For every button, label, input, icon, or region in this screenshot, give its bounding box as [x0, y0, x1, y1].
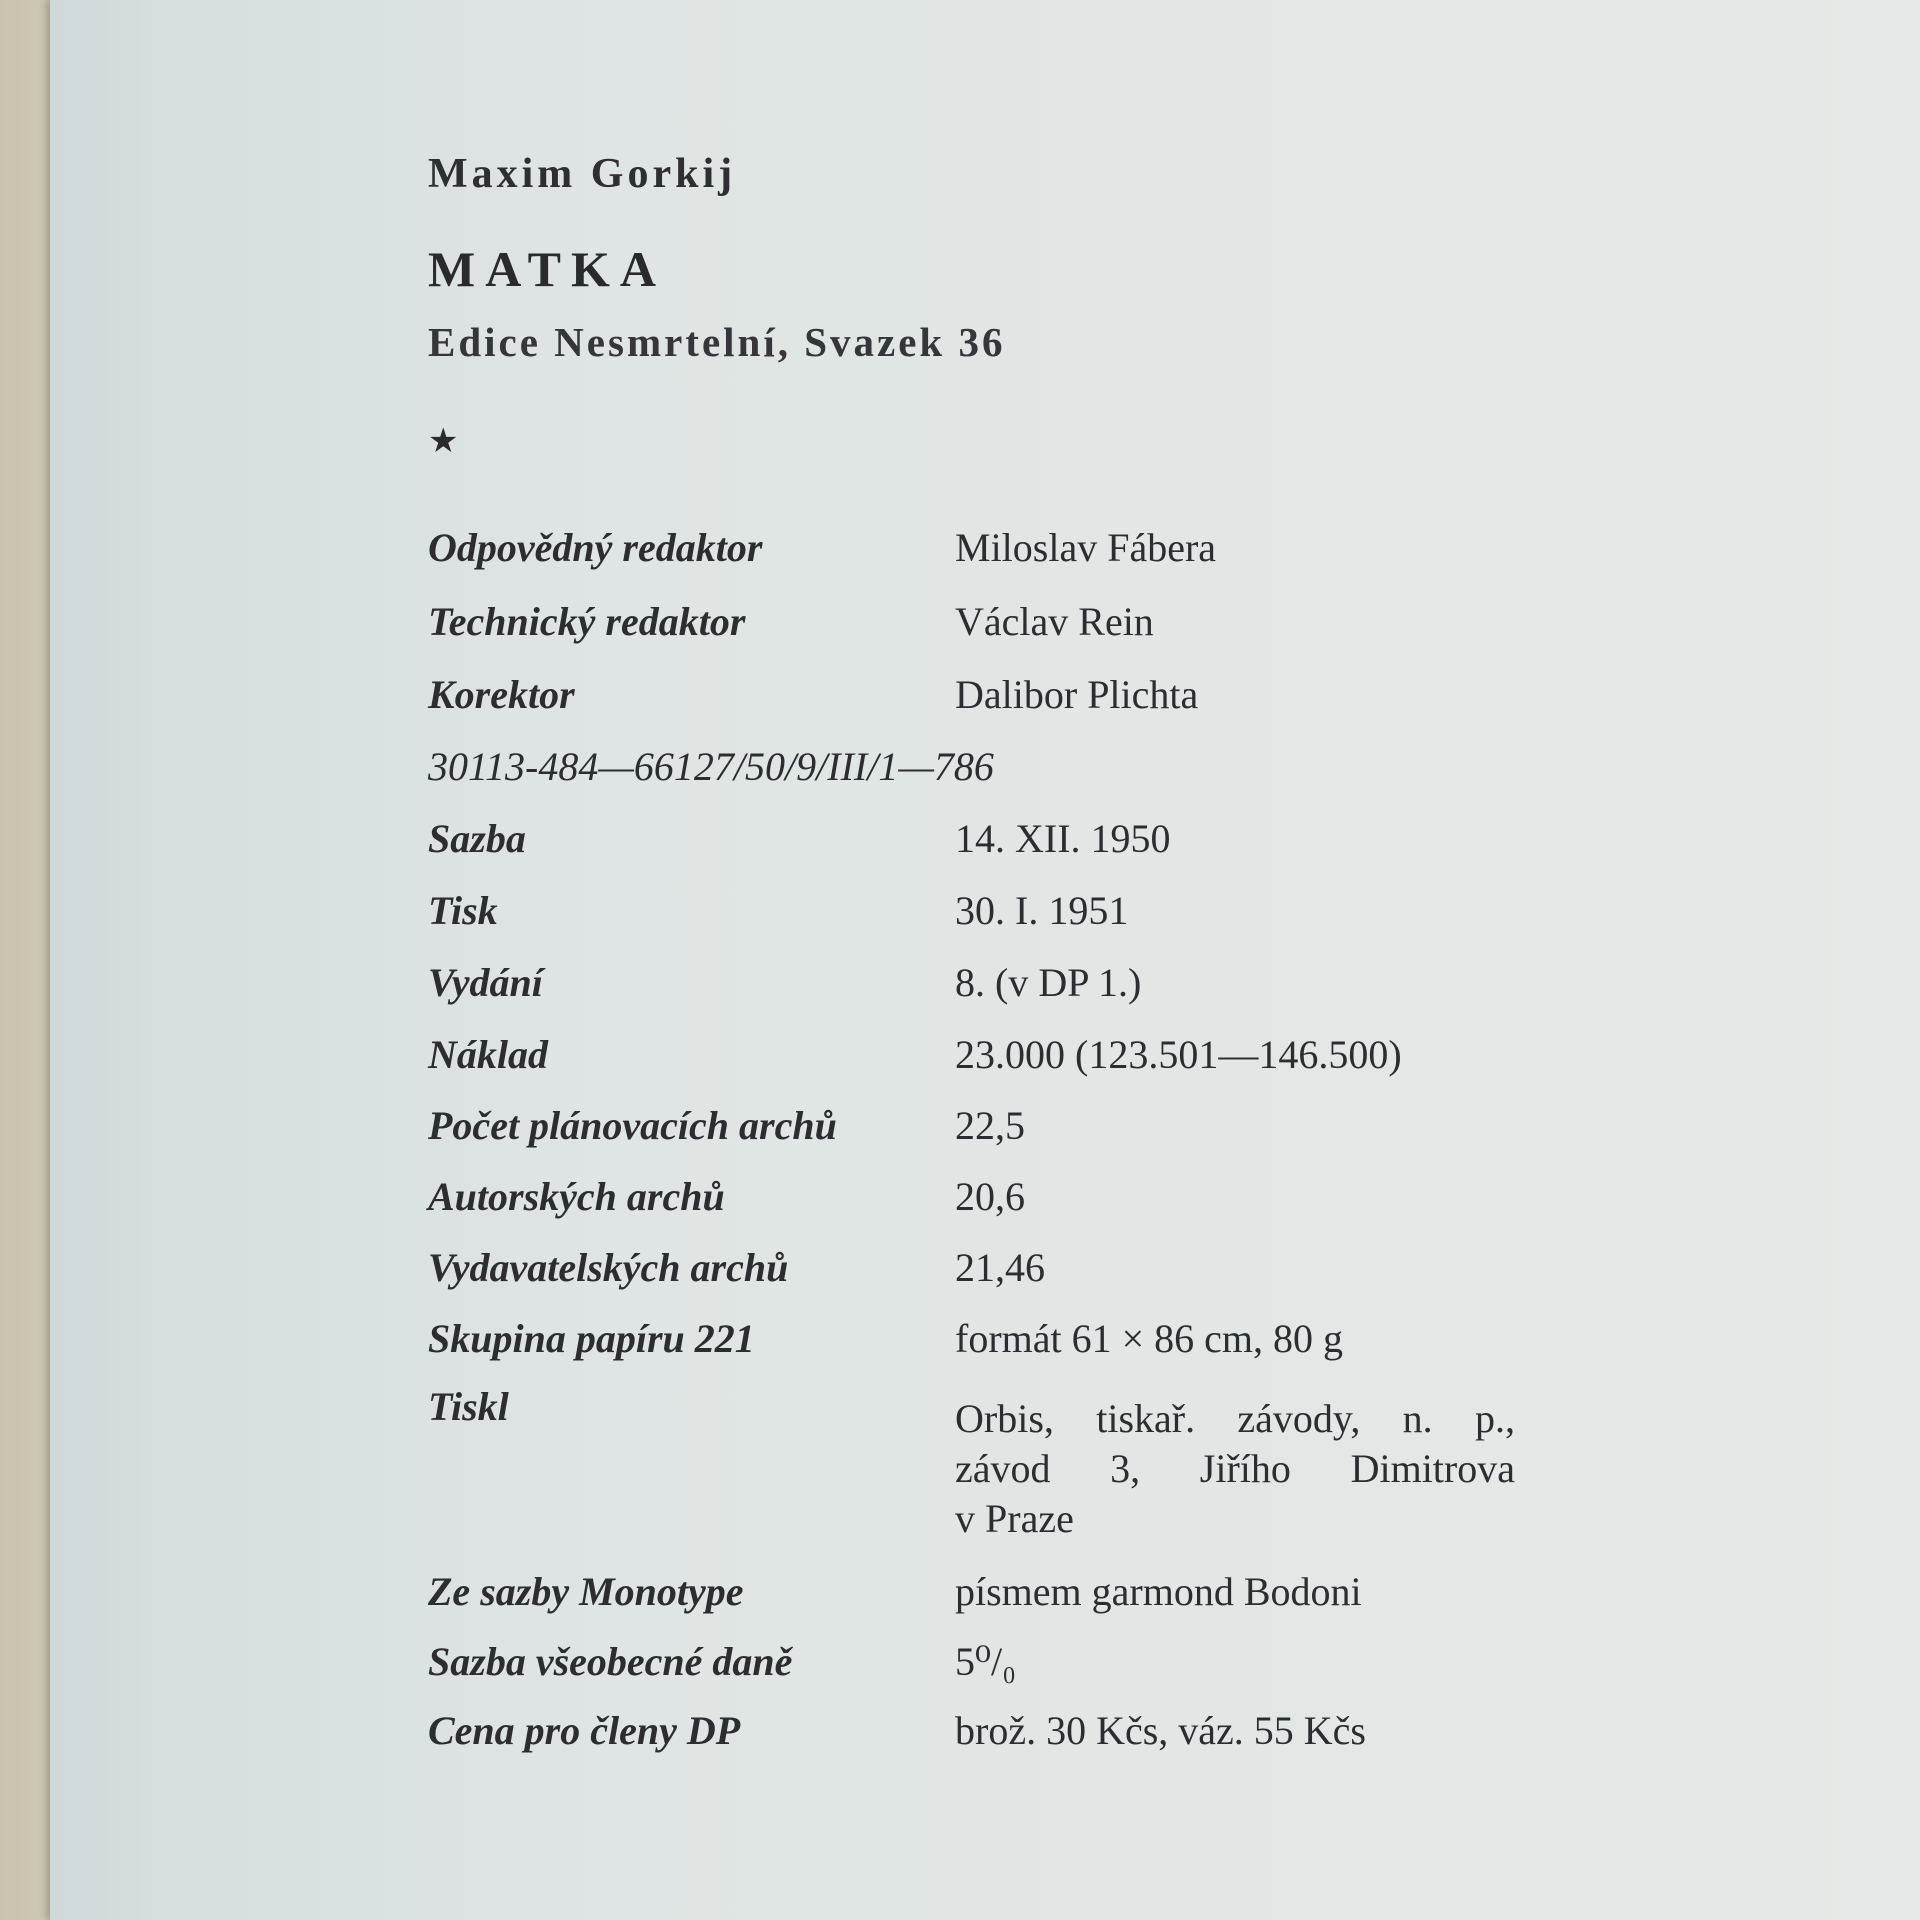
row-label: Sazba — [428, 816, 526, 861]
row-label: Autorských archů — [428, 1174, 725, 1219]
star-ornament: ★ — [428, 423, 459, 460]
row-value: formát 61 × 86 cm, 80 g — [955, 1316, 1344, 1361]
row-value: 14. XII. 1950 — [955, 816, 1171, 861]
row-value: písmem garmond Bodoni — [955, 1569, 1362, 1614]
row-label: Odpovědný redaktor — [428, 525, 763, 570]
printer-line: závod 3, Jiřího Dimitrova — [955, 1446, 1515, 1491]
row-value: 30. I. 1951 — [955, 888, 1129, 933]
publication-code: 30113-484—66127/50/9/III/1—786 — [428, 744, 994, 789]
series-info: Edice Nesmrtelní, Svazek 36 — [428, 319, 1006, 365]
row-label: Vydání — [428, 960, 543, 1005]
row-label: Tiskl — [428, 1384, 509, 1429]
printer-line: v Praze — [955, 1496, 1074, 1541]
row-label: Skupina papíru 221 — [428, 1316, 755, 1361]
book-title: MATKA — [428, 241, 666, 297]
printer-line: Orbis, tiskař. závody, n. p., — [955, 1396, 1515, 1441]
row-label: Tisk — [428, 888, 498, 933]
row-value: 5⁰/₀ — [955, 1639, 1017, 1684]
row-value: 21,46 — [955, 1245, 1045, 1290]
row-label: Počet plánovacích archů — [428, 1103, 837, 1148]
row-value: 23.000 (123.501—146.500) — [955, 1032, 1402, 1077]
row-label: Sazba všeobecné daně — [428, 1639, 793, 1684]
row-label: Náklad — [428, 1032, 548, 1077]
row-value: 8. (v DP 1.) — [955, 960, 1142, 1005]
row-label: Korektor — [428, 672, 575, 717]
row-value: Václav Rein — [955, 599, 1154, 644]
row-label: Technický redaktor — [428, 599, 746, 644]
row-value: Miloslav Fábera — [955, 525, 1217, 570]
author-name: Maxim Gorkij — [428, 151, 737, 197]
row-value-multiline — [955, 1394, 1515, 1544]
row-label: Ze sazby Monotype — [428, 1569, 744, 1614]
row-value: 22,5 — [955, 1103, 1025, 1148]
row-label: Vydavatelských archů — [428, 1245, 789, 1290]
row-value: 20,6 — [955, 1174, 1025, 1219]
row-value: Dalibor Plichta — [955, 672, 1199, 717]
row-label: Cena pro členy DP — [428, 1708, 741, 1753]
row-value: brož. 30 Kčs, váz. 55 Kčs — [955, 1708, 1366, 1753]
